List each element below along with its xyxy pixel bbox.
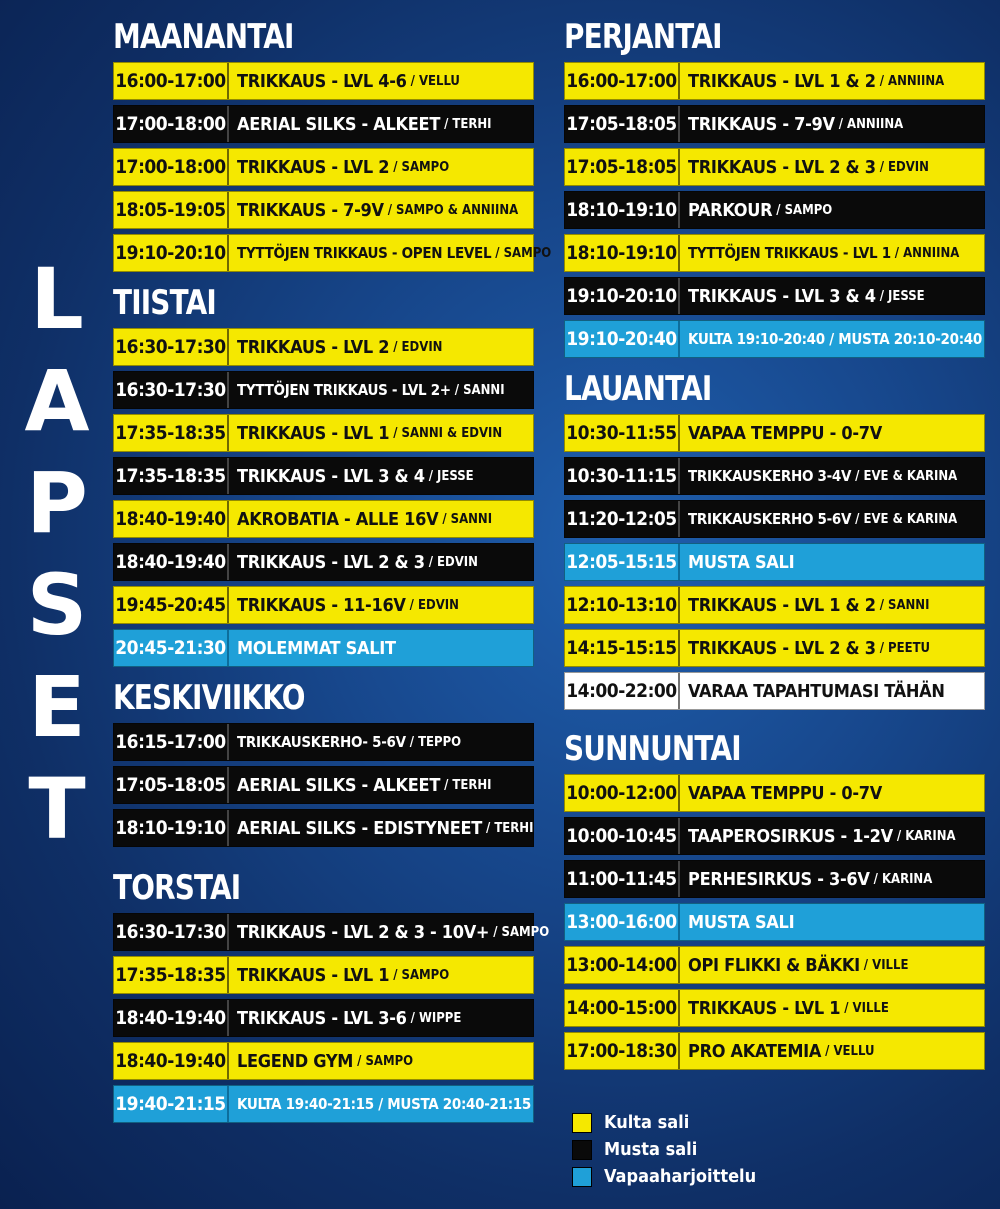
- session-activity: [229, 1043, 533, 1079]
- session-activity: [229, 1086, 533, 1122]
- day-title: LAUANTAI: [564, 369, 712, 409]
- session-time: 12:10-13:10: [565, 587, 680, 623]
- trainer-name: / WIPPE: [410, 1010, 462, 1026]
- session-time: 10:00-12:00: [565, 775, 680, 811]
- title-letter: E: [28, 658, 86, 756]
- session-activity: [680, 149, 984, 185]
- trainer-name: / SAMPO: [357, 1053, 414, 1069]
- session-time: 17:05-18:05: [565, 149, 680, 185]
- session-activity: [229, 501, 533, 537]
- legend-label: Musta sali: [604, 1139, 698, 1160]
- session-time: 18:10-19:10: [114, 810, 229, 846]
- session-activity: [229, 630, 533, 666]
- schedule-column-right: [564, 12, 985, 1076]
- activity-name: TRIKKAUSKERHO- 5-6V: [237, 733, 406, 751]
- schedule-row: [113, 586, 534, 624]
- session-activity: [680, 278, 984, 314]
- trainer-name: / SAMPO: [393, 159, 450, 175]
- activity-name: TRIKKAUS - 11-16V: [237, 594, 406, 616]
- activity-name: AERIAL SILKS - ALKEET: [237, 774, 441, 796]
- schedule-row: [113, 913, 550, 951]
- schedule-row: [564, 414, 985, 452]
- session-activity: [229, 63, 533, 99]
- activity-name: VAPAA TEMPPU - 0-7V: [688, 422, 882, 444]
- day-block: [113, 278, 534, 667]
- session-time: 19:10-20:10: [565, 278, 680, 314]
- day-block: [113, 12, 552, 272]
- schedule-row: [564, 672, 985, 710]
- activity-name: VAPAA TEMPPU - 0-7V: [688, 782, 882, 804]
- session-activity: [229, 192, 533, 228]
- trainer-name: / SAMPO: [495, 245, 552, 261]
- day-title: TORSTAI: [113, 868, 241, 908]
- session-activity: [680, 630, 984, 666]
- schedule-row: [564, 62, 985, 100]
- session-activity: [229, 957, 533, 993]
- session-activity: [229, 415, 533, 451]
- session-activity: [229, 724, 533, 760]
- schedule-row: [113, 766, 534, 804]
- schedule-row: [564, 860, 985, 898]
- session-time: 10:30-11:15: [565, 458, 680, 494]
- session-activity: [680, 904, 984, 940]
- schedule-row: [113, 148, 534, 186]
- activity-name: TRIKKAUSKERHO 5-6V: [688, 510, 852, 528]
- trainer-name: / SAMPO: [493, 924, 550, 940]
- trainer-name: / SAMPO & ANNIINA: [387, 202, 519, 218]
- trainer-name: / VELLU: [410, 73, 460, 89]
- session-time: 11:20-12:05: [565, 501, 680, 537]
- legend-swatch: [572, 1140, 592, 1160]
- trainer-name: / VILLE: [863, 957, 909, 973]
- schedule-column-left: [113, 12, 552, 1129]
- activity-name: AERIAL SILKS - ALKEET: [237, 113, 441, 135]
- activity-name: TRIKKAUS - LVL 1: [237, 964, 390, 986]
- session-activity: [229, 458, 533, 494]
- session-activity: [229, 329, 533, 365]
- session-activity: [680, 1033, 984, 1069]
- activity-name: TRIKKAUS - LVL 2 & 3: [688, 637, 876, 659]
- title-letter: P: [26, 454, 88, 552]
- session-activity: [229, 106, 533, 142]
- session-activity: [680, 63, 984, 99]
- activity-name: MUSTA SALI: [688, 551, 795, 573]
- schedule-row: [113, 414, 534, 452]
- schedule-row: [564, 191, 985, 229]
- session-activity: [229, 810, 533, 846]
- trainer-name: / VELLU: [825, 1043, 875, 1059]
- activity-name: PRO AKATEMIA: [688, 1040, 822, 1062]
- activity-name: TRIKKAUS - LVL 2 & 3: [237, 551, 425, 573]
- schedule-row: [564, 543, 985, 581]
- session-activity: [229, 1000, 533, 1036]
- schedule-row: [564, 989, 985, 1027]
- session-activity: [229, 235, 551, 271]
- session-activity: [680, 192, 984, 228]
- day-title: TIISTAI: [113, 283, 216, 323]
- session-time: 17:00-18:30: [565, 1033, 680, 1069]
- trainer-name: / EDVIN: [428, 554, 478, 570]
- activity-name: LEGEND GYM: [237, 1050, 354, 1072]
- trainer-name: / SAMPO: [393, 967, 450, 983]
- session-activity: [680, 861, 984, 897]
- day-block: [113, 673, 534, 847]
- session-time: 16:30-17:30: [114, 372, 229, 408]
- session-activity: [229, 149, 533, 185]
- schedule-row: [113, 723, 534, 761]
- activity-name: AKROBATIA - ALLE 16V: [237, 508, 439, 530]
- legend-swatch: [572, 1167, 592, 1187]
- trainer-name: / TERHI: [444, 777, 492, 793]
- trainer-name: / KARINA: [896, 828, 956, 844]
- activity-name: TRIKKAUS - LVL 3 & 4: [237, 465, 425, 487]
- trainer-name: / EDVIN: [879, 159, 929, 175]
- trainer-name: / SANNI: [454, 382, 505, 398]
- activity-name: TRIKKAUSKERHO 3-4V: [688, 467, 852, 485]
- schedule-row: [564, 586, 985, 624]
- trainer-name: / TERHI: [485, 820, 534, 836]
- session-time: 17:35-18:35: [114, 458, 229, 494]
- session-time: 18:10-19:10: [565, 192, 680, 228]
- schedule-row: [113, 543, 534, 581]
- schedule-row: [113, 457, 534, 495]
- title-letter: T: [28, 760, 86, 858]
- activity-name: TRIKKAUS - LVL 2: [237, 336, 390, 358]
- trainer-name: / VILLE: [844, 1000, 889, 1016]
- day-title: MAANANTAI: [113, 17, 294, 57]
- session-activity: [680, 818, 984, 854]
- schedule-row: [564, 1032, 985, 1070]
- day-block: [564, 12, 985, 358]
- schedule-row: [113, 105, 534, 143]
- trainer-name: / SANNI: [879, 597, 930, 613]
- session-time: 14:00-15:00: [565, 990, 680, 1026]
- session-activity: [229, 914, 549, 950]
- session-time: 18:40-19:40: [114, 1043, 229, 1079]
- activity-name: KULTA 19:10-20:40 / MUSTA 20:10-20:40: [688, 330, 982, 348]
- session-activity: [680, 235, 984, 271]
- session-activity: [680, 775, 984, 811]
- schedule-row: [113, 328, 534, 366]
- session-time: 12:05-15:15: [565, 544, 680, 580]
- schedule-row: [113, 956, 534, 994]
- session-activity: [680, 106, 984, 142]
- activity-name: TYTTÖJEN TRIKKAUS - OPEN LEVEL: [237, 244, 492, 262]
- activity-name: TRIKKAUS - LVL 2: [237, 156, 390, 178]
- schedule-row: [113, 629, 534, 667]
- trainer-name: / EVE & KARINA: [855, 468, 958, 484]
- session-time: 17:05-18:05: [114, 767, 229, 803]
- session-activity: [680, 587, 984, 623]
- activity-name: TRIKKAUS - LVL 1 & 2: [688, 594, 876, 616]
- activity-name: MOLEMMAT SALIT: [237, 637, 396, 659]
- activity-name: TRIKKAUS - 7-9V: [237, 199, 384, 221]
- schedule-row: [113, 62, 534, 100]
- schedule-row: [113, 191, 534, 229]
- day-title: PERJANTAI: [564, 17, 722, 57]
- activity-name: OPI FLIKKI & BÄKKI: [688, 954, 860, 976]
- session-time: 16:00-17:00: [565, 63, 680, 99]
- trainer-name: / JESSE: [879, 288, 925, 304]
- trainer-name: / SANNI: [442, 511, 493, 527]
- trainer-name: / JESSE: [428, 468, 474, 484]
- session-time: 16:30-17:30: [114, 914, 229, 950]
- activity-name: VARAA TAPAHTUMASI TÄHÄN: [688, 680, 945, 702]
- activity-name: TYTTÖJEN TRIKKAUS - LVL 2+: [237, 381, 451, 399]
- schedule-row: [113, 809, 534, 847]
- session-activity: [229, 544, 533, 580]
- session-time: 16:00-17:00: [114, 63, 229, 99]
- schedule-row: [564, 320, 985, 358]
- activity-name: TRIKKAUS - LVL 2 & 3: [688, 156, 876, 178]
- session-time: 16:15-17:00: [114, 724, 229, 760]
- session-time: 17:35-18:35: [114, 415, 229, 451]
- session-activity: [680, 321, 984, 357]
- session-time: 19:10-20:40: [565, 321, 680, 357]
- vertical-title-lapset: [22, 248, 92, 860]
- session-time: 17:00-18:00: [114, 106, 229, 142]
- session-time: 17:00-18:00: [114, 149, 229, 185]
- session-time: 20:45-21:30: [114, 630, 229, 666]
- activity-name: TRIKKAUS - LVL 1 & 2: [688, 70, 876, 92]
- trainer-name: / EVE & KARINA: [855, 511, 958, 527]
- schedule-row: [564, 234, 985, 272]
- session-time: 14:00-22:00: [565, 673, 680, 709]
- trainer-name: / KARINA: [873, 871, 933, 887]
- session-activity: [680, 947, 984, 983]
- session-time: 19:40-21:15: [114, 1086, 229, 1122]
- trainer-name: / ANNIINA: [838, 116, 904, 132]
- schedule-row: [113, 999, 534, 1037]
- activity-name: KULTA 19:40-21:15 / MUSTA 20:40-21:15: [237, 1095, 531, 1113]
- trainer-name: / ANNIINA: [894, 245, 960, 261]
- title-letter: S: [26, 556, 88, 654]
- schedule-row: [564, 277, 985, 315]
- trainer-name: / EDVIN: [409, 597, 459, 613]
- schedule-row: [113, 1085, 534, 1123]
- session-time: 17:35-18:35: [114, 957, 229, 993]
- activity-name: TAAPEROSIRKUS - 1-2V: [688, 825, 893, 847]
- session-activity: [680, 673, 984, 709]
- schedule-row: [564, 500, 985, 538]
- schedule-row: [564, 946, 985, 984]
- session-activity: [680, 501, 984, 537]
- legend-label: Vapaaharjoittelu: [604, 1166, 757, 1187]
- schedule-row: [113, 234, 552, 272]
- session-time: 10:30-11:55: [565, 415, 680, 451]
- session-activity: [680, 415, 984, 451]
- session-time: 18:40-19:40: [114, 1000, 229, 1036]
- schedule-row: [564, 774, 985, 812]
- day-block: [113, 863, 550, 1123]
- session-time: 18:40-19:40: [114, 544, 229, 580]
- trainer-name: / TEPPO: [409, 734, 462, 750]
- schedule-row: [564, 629, 985, 667]
- session-activity: [680, 458, 984, 494]
- trainer-name: / TERHI: [444, 116, 492, 132]
- session-time: 13:00-16:00: [565, 904, 680, 940]
- activity-name: TRIKKAUS - LVL 1: [237, 422, 390, 444]
- activity-name: TRIKKAUS - 7-9V: [688, 113, 835, 135]
- activity-name: PERHESIRKUS - 3-6V: [688, 868, 870, 890]
- session-time: 11:00-11:45: [565, 861, 680, 897]
- legend-item-musta: [572, 1136, 756, 1163]
- session-time: 13:00-14:00: [565, 947, 680, 983]
- legend: [572, 1109, 756, 1190]
- activity-name: TRIKKAUS - LVL 4-6: [237, 70, 407, 92]
- activity-name: PARKOUR: [688, 199, 773, 221]
- schedule-row: [564, 148, 985, 186]
- activity-name: TYTTÖJEN TRIKKAUS - LVL 1: [688, 244, 891, 262]
- activity-name: TRIKKAUS - LVL 2 & 3 - 10V+: [237, 921, 490, 943]
- trainer-name: / ANNIINA: [879, 73, 945, 89]
- activity-name: TRIKKAUS - LVL 3-6: [237, 1007, 407, 1029]
- trainer-name: / SAMPO: [776, 202, 833, 218]
- day-title: SUNNUNTAI: [564, 729, 741, 769]
- legend-item-kulta: [572, 1109, 756, 1136]
- session-activity: [229, 767, 533, 803]
- schedule-row: [564, 105, 985, 143]
- schedule-row: [564, 817, 985, 855]
- schedule-row: [113, 500, 534, 538]
- session-time: 14:15-15:15: [565, 630, 680, 666]
- session-activity: [680, 990, 984, 1026]
- trainer-name: / EDVIN: [393, 339, 443, 355]
- activity-name: TRIKKAUS - LVL 1: [688, 997, 841, 1019]
- trainer-name: / SANNI & EDVIN: [393, 425, 503, 441]
- activity-name: MUSTA SALI: [688, 911, 795, 933]
- session-time: 19:45-20:45: [114, 587, 229, 623]
- schedule-row: [564, 457, 985, 495]
- title-letter: A: [24, 352, 90, 450]
- trainer-name: / PEETU: [879, 640, 931, 656]
- session-activity: [680, 544, 984, 580]
- day-block: [564, 364, 985, 710]
- schedule-row: [113, 1042, 534, 1080]
- session-activity: [229, 587, 533, 623]
- title-letter: L: [30, 250, 84, 348]
- session-time: 18:40-19:40: [114, 501, 229, 537]
- legend-label: Kulta sali: [604, 1112, 690, 1133]
- day-title: KESKIVIIKKO: [113, 678, 305, 718]
- legend-item-vapaa: [572, 1163, 756, 1190]
- session-time: 16:30-17:30: [114, 329, 229, 365]
- activity-name: AERIAL SILKS - EDISTYNEET: [237, 817, 482, 839]
- session-activity: [229, 372, 533, 408]
- session-time: 17:05-18:05: [565, 106, 680, 142]
- session-time: 18:05-19:05: [114, 192, 229, 228]
- legend-swatch: [572, 1113, 592, 1133]
- session-time: 10:00-10:45: [565, 818, 680, 854]
- session-time: 19:10-20:10: [114, 235, 229, 271]
- session-time: 18:10-19:10: [565, 235, 680, 271]
- activity-name: TRIKKAUS - LVL 3 & 4: [688, 285, 876, 307]
- day-block: [564, 724, 985, 1070]
- schedule-row: [564, 903, 985, 941]
- schedule-row: [113, 371, 534, 409]
